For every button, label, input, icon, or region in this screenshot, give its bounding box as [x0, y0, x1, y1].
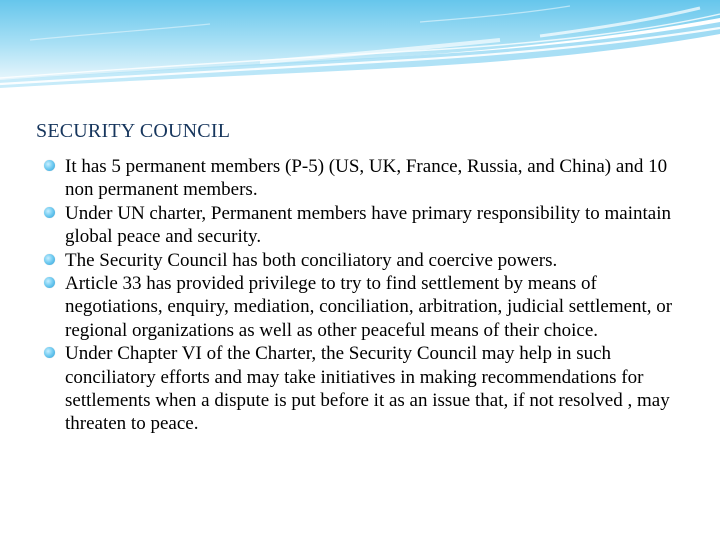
bullet-text: Article 33 has provided privilege to try to find settlement by means of negotiations, enquiry, mediation, conciliation, arbitration, judicial settlement, or regional organizations as well as other peaceful means of their choice. [65, 273, 673, 341]
header-wave-decoration [0, 0, 720, 90]
bullet-item-permanent-members [44, 155, 694, 202]
bullet-item-un-charter [44, 202, 694, 249]
bullet-item-chapter-vi [44, 342, 694, 436]
bullet-dot-icon [44, 347, 55, 358]
bullet-dot-icon [44, 207, 55, 218]
bullet-item-powers [44, 249, 694, 272]
bullet-list [44, 155, 694, 436]
bullet-dot-icon [44, 160, 55, 171]
bullet-text: Under UN charter, Permanent members have primary responsibility to maintain global peace and security. [65, 202, 672, 248]
slide-title: SECURITY COUNCIL [36, 120, 231, 142]
bullet-dot-icon [44, 277, 55, 288]
bullet-dot-icon [44, 254, 55, 265]
bullet-text: Under Chapter VI of the Charter, the Security Council may help in such conciliatory efforts and may take initiatives in making recommendations for settlements when a dispute is put before it as an issue that, if not resolved , may threaten to peace. [65, 343, 670, 435]
bullet-item-article-33 [44, 272, 694, 342]
bullet-text: It has 5 permanent members (P-5) (US, UK, France, Russia, and China) and 10 non permanent members. [65, 156, 668, 201]
bullet-text: The Security Council has both conciliatory and coercive powers. [65, 249, 558, 271]
